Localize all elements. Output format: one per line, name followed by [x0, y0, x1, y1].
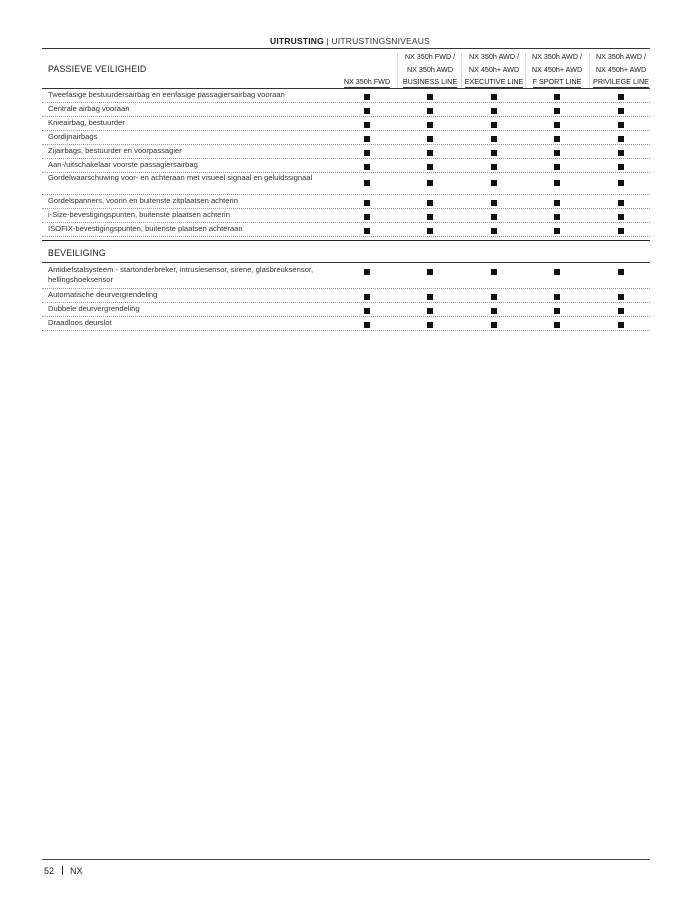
column-header	[589, 53, 653, 88]
column-header	[398, 53, 462, 88]
standard-mark	[427, 122, 433, 128]
standard-mark	[554, 322, 560, 328]
standard-mark	[618, 200, 624, 206]
column-header-line: NX 450h+ AWD	[531, 65, 583, 74]
column-header	[525, 53, 589, 88]
standard-mark	[427, 200, 433, 206]
feature-label: Knieairbag, bestuurder	[48, 118, 125, 127]
standard-mark	[554, 164, 560, 170]
header-subtitle: UITRUSTINGSNIVEAUS	[331, 36, 431, 46]
standard-mark	[364, 122, 370, 128]
page-footer	[44, 866, 83, 876]
standard-mark	[618, 180, 624, 186]
standard-mark	[491, 136, 497, 142]
column-header	[335, 53, 399, 88]
feature-label: Antidiefstalsysteem - startonderbreker, intrusiesensor, sirene, glasbreuksensor, hellingshoeksensor	[48, 265, 314, 284]
footer-separator	[62, 866, 63, 875]
standard-mark	[364, 150, 370, 156]
column-header-line: NX 350h FWD /	[404, 52, 456, 61]
top-rule	[42, 48, 650, 49]
header-title: UITRUSTING	[269, 36, 324, 46]
table-row	[42, 173, 650, 195]
standard-mark	[554, 228, 560, 234]
standard-mark	[554, 108, 560, 114]
column-header-line: F SPORT LINE	[532, 77, 582, 86]
feature-label: Gordijnairbags	[48, 132, 98, 141]
standard-mark	[427, 150, 433, 156]
column-divider	[525, 53, 526, 88]
standard-mark	[491, 122, 497, 128]
standard-mark	[427, 108, 433, 114]
table-row	[42, 209, 650, 223]
header-separator: |	[326, 36, 329, 46]
column-header-line: NX 450h+ AWD	[468, 65, 520, 74]
section-divider	[42, 240, 650, 241]
standard-mark	[491, 108, 497, 114]
standard-mark	[427, 294, 433, 300]
standard-mark	[364, 269, 370, 275]
standard-mark	[618, 94, 624, 100]
table-row	[42, 131, 650, 145]
standard-mark	[427, 94, 433, 100]
column-divider	[461, 53, 462, 88]
standard-mark	[364, 200, 370, 206]
column-header-line: NX 350h AWD /	[468, 52, 520, 61]
standard-mark	[427, 214, 433, 220]
standard-mark	[491, 269, 497, 275]
standard-mark	[491, 94, 497, 100]
table-row	[42, 289, 650, 303]
footer-model: NX	[70, 866, 83, 876]
standard-mark	[554, 200, 560, 206]
standard-mark	[618, 150, 624, 156]
standard-mark	[364, 108, 370, 114]
row-divider	[42, 236, 650, 237]
table-row	[42, 117, 650, 131]
standard-mark	[618, 164, 624, 170]
feature-label: Automatische deurvergrendeling	[48, 290, 158, 299]
table-row	[42, 265, 650, 289]
standard-mark	[491, 180, 497, 186]
standard-mark	[554, 308, 560, 314]
standard-mark	[554, 122, 560, 128]
footer-rule	[42, 859, 650, 860]
standard-mark	[618, 308, 624, 314]
standard-mark	[427, 228, 433, 234]
feature-label: Aan-/uitschakelaar voorste passagiersairbag	[48, 160, 198, 169]
table-row	[42, 317, 650, 331]
feature-label: Centrale airbag vooraan	[48, 104, 130, 113]
standard-mark	[427, 136, 433, 142]
section-header-rule	[42, 262, 650, 263]
standard-mark	[491, 214, 497, 220]
standard-mark	[554, 136, 560, 142]
standard-mark	[554, 214, 560, 220]
column-divider	[397, 53, 398, 88]
page-header	[0, 36, 700, 46]
feature-label: Gordelwaarschuwing voor- en achteraan met visueel signaal en geluidssignaal	[48, 173, 313, 182]
standard-mark	[427, 180, 433, 186]
column-header-line: EXECUTIVE LINE	[464, 77, 524, 86]
standard-mark	[427, 164, 433, 170]
standard-mark	[427, 322, 433, 328]
feature-label: ISOFIX-bevestigingspunten, buitenste plaatsen achteraan	[48, 224, 243, 233]
column-header-line: NX 350h FWD	[343, 77, 391, 86]
table-row	[42, 145, 650, 159]
page-number: 52	[44, 866, 55, 876]
table-row	[42, 223, 650, 237]
row-divider	[42, 330, 650, 331]
column-header-line: NX 450h+ AWD	[595, 65, 647, 74]
standard-mark	[364, 308, 370, 314]
standard-mark	[364, 136, 370, 142]
table-row	[42, 103, 650, 117]
standard-mark	[618, 228, 624, 234]
standard-mark	[618, 136, 624, 142]
standard-mark	[364, 94, 370, 100]
standard-mark	[618, 122, 624, 128]
feature-label: Draadloos deurslot	[48, 318, 112, 327]
feature-label: Zijairbags, bestuurder en voorpassagier	[48, 146, 182, 155]
standard-mark	[491, 200, 497, 206]
column-header	[462, 53, 526, 88]
standard-mark	[554, 294, 560, 300]
standard-mark	[364, 294, 370, 300]
table-row	[42, 89, 650, 103]
table-row	[42, 303, 650, 317]
table-row	[42, 195, 650, 209]
feature-label: i-Size-bevestigingspunten, buitenste plaatsen achterin	[48, 210, 230, 219]
standard-mark	[618, 269, 624, 275]
column-divider	[589, 53, 590, 88]
standard-mark	[491, 322, 497, 328]
table-row	[42, 159, 650, 173]
standard-mark	[618, 294, 624, 300]
standard-mark	[364, 164, 370, 170]
standard-mark	[364, 214, 370, 220]
standard-mark	[491, 228, 497, 234]
column-header-line: NX 350h AWD /	[531, 52, 583, 61]
feature-label: Gordelspanners, voorin en buitenste zitplaatsen achterin	[48, 196, 238, 205]
section-title: BEVEILIGING	[48, 248, 106, 258]
standard-mark	[364, 228, 370, 234]
standard-mark	[491, 294, 497, 300]
standard-mark	[491, 308, 497, 314]
standard-mark	[427, 269, 433, 275]
standard-mark	[554, 94, 560, 100]
column-header-line: NX 350h AWD	[406, 65, 454, 74]
standard-mark	[618, 322, 624, 328]
column-header-line: NX 350h AWD /	[595, 52, 647, 61]
column-header-line: BUSINESS LINE	[402, 77, 458, 86]
section-title: PASSIEVE VEILIGHEID	[48, 64, 147, 74]
standard-mark	[618, 214, 624, 220]
standard-mark	[554, 150, 560, 156]
standard-mark	[364, 322, 370, 328]
feature-label: Tweefasige bestuurdersairbag en eenfasige passagiersairbag vooraan	[48, 90, 285, 99]
standard-mark	[491, 164, 497, 170]
standard-mark	[618, 108, 624, 114]
standard-mark	[364, 180, 370, 186]
standard-mark	[554, 180, 560, 186]
standard-mark	[554, 269, 560, 275]
standard-mark	[427, 308, 433, 314]
feature-label: Dubbele deurvergrendeling	[48, 304, 140, 313]
standard-mark	[491, 150, 497, 156]
column-header-line: PRIVILEGE LINE	[593, 77, 649, 86]
